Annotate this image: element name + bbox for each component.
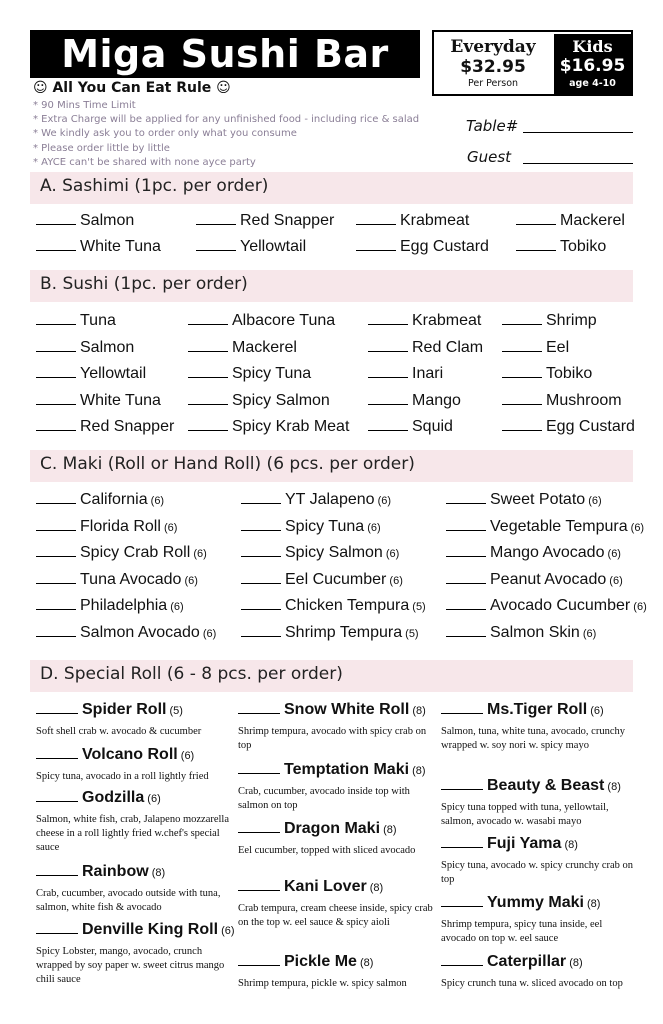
menu-item	[188, 391, 330, 411]
special-roll-description: Spicy crunch tuna w. sliced avocado on top	[441, 978, 623, 989]
special-roll	[441, 700, 636, 753]
menu-item	[356, 237, 489, 257]
menu-item	[368, 391, 461, 411]
special-roll-description: Spicy tuna topped with tuna, yellowtail, salmon, avocado w. wasabi mayo	[441, 802, 609, 827]
menu-item-name: Spicy Salmon	[285, 544, 383, 561]
special-roll	[36, 745, 231, 784]
quantity-blank[interactable]	[502, 313, 542, 325]
menu-item-name: White Tuna	[80, 391, 161, 409]
rule-item: * We kindly ask you to order only what you consume	[33, 128, 297, 140]
menu-item-name: Salmon	[80, 212, 135, 229]
special-roll-name: Dragon Maki	[284, 820, 381, 837]
section-title: B. Sushi (1pc. per order)	[40, 274, 248, 294]
special-roll-name: Fuji Yama	[487, 835, 562, 852]
special-roll-pcs: (8)	[566, 957, 583, 969]
menu-item	[36, 490, 164, 511]
menu-item-name: Mango Avocado	[490, 544, 605, 561]
special-roll-description: Spicy tuna, avocado in a roll lightly fried	[36, 771, 209, 782]
everyday-per: Per Person	[467, 78, 519, 89]
menu-item	[241, 570, 403, 591]
rule-item: * Extra Charge will be applied for any unfinished food - including rice & salad	[33, 114, 420, 126]
menu-item-name: Mushroom	[546, 391, 622, 409]
quantity-blank[interactable]	[238, 702, 280, 714]
special-roll-name: Volcano Roll	[82, 746, 178, 763]
quantity-blank[interactable]	[446, 492, 486, 504]
special-roll	[36, 920, 235, 987]
special-roll-header	[238, 700, 433, 721]
menu-item	[368, 338, 483, 358]
menu-item-name: Shrimp Tempura	[285, 623, 403, 641]
quantity-blank[interactable]	[441, 954, 483, 966]
menu-item	[516, 211, 625, 231]
special-roll-pcs: (8)	[409, 705, 426, 717]
price-box	[432, 30, 633, 96]
special-roll-pcs: (6)	[587, 705, 604, 717]
menu-item-name: Mackerel	[232, 338, 297, 356]
quantity-blank[interactable]	[441, 895, 483, 907]
menu-item-pcs: (6)	[585, 495, 602, 507]
quantity-blank[interactable]	[36, 213, 76, 225]
special-roll	[441, 834, 636, 887]
menu-item-pcs: (6)	[374, 495, 392, 507]
menu-item-name: Avocado Cucumber	[490, 597, 631, 614]
menu-item	[36, 517, 177, 538]
menu-item	[36, 237, 161, 257]
menu-item	[368, 417, 453, 437]
everyday-price: $32.95	[460, 57, 526, 77]
special-roll-pcs: (8)	[561, 839, 578, 851]
special-roll-description: Soft shell crab w. avocado & cucumber	[36, 726, 202, 737]
special-roll	[441, 893, 636, 946]
quantity-blank[interactable]	[446, 572, 486, 584]
menu-item-name: Egg Custard	[400, 238, 489, 255]
menu-item	[446, 543, 621, 564]
section-title: D. Special Roll (6 - 8 pcs. per order)	[40, 664, 343, 684]
menu-item	[502, 311, 597, 331]
special-roll-name: Denville King Roll	[82, 921, 219, 938]
menu-item	[36, 391, 161, 411]
special-roll-description: Shrimp tempura, pickle w. spicy salmon	[238, 978, 407, 989]
menu-item-name: YT Jalapeno	[285, 491, 375, 508]
quantity-blank[interactable]	[36, 864, 78, 876]
quantity-blank[interactable]	[368, 313, 408, 325]
menu-item-pcs: (6)	[147, 495, 165, 507]
menu-item-name: Mackerel	[560, 212, 625, 229]
menu-item-name: Eel	[546, 338, 570, 356]
menu-item	[502, 417, 635, 437]
quantity-blank[interactable]	[36, 790, 78, 802]
menu-item-name: Philadelphia	[80, 597, 168, 614]
special-roll	[441, 776, 636, 829]
section-special	[30, 660, 633, 692]
page-title: Miga Sushi Bar	[30, 30, 420, 78]
kids-price: $16.95	[559, 56, 626, 76]
menu-item-name: Salmon	[80, 338, 135, 356]
quantity-blank[interactable]	[36, 366, 76, 378]
section-sashimi	[30, 172, 633, 204]
menu-item-name: Albacore Tuna	[232, 312, 336, 329]
special-roll	[238, 700, 433, 753]
special-roll-description: Salmon, white fish, crab, Jalapeno mozzarella cheese in a roll lightly fried w.chef's special sauce	[36, 814, 230, 853]
special-roll-pcs: (8)	[409, 765, 426, 777]
menu-item-pcs: (6)	[382, 548, 400, 560]
menu-item-name: Tuna Avocado	[80, 570, 182, 588]
quantity-blank[interactable]	[441, 836, 483, 848]
menu-item	[36, 623, 216, 644]
menu-item	[36, 543, 207, 564]
menu-item-pcs: (5)	[402, 627, 419, 640]
quantity-blank[interactable]	[502, 419, 542, 431]
menu-item-name: Spicy Tuna	[232, 365, 312, 382]
quantity-blank[interactable]	[36, 747, 78, 759]
menu-item-name: Spicy Crab Roll	[80, 544, 191, 561]
quantity-blank[interactable]	[516, 213, 556, 225]
menu-item-name: Tobiko	[546, 365, 593, 382]
menu-item	[368, 311, 481, 331]
section-maki	[30, 450, 633, 482]
menu-item-name: Florida Roll	[80, 517, 161, 535]
quantity-blank[interactable]	[241, 492, 281, 504]
menu-item	[36, 338, 134, 358]
special-roll-name: Caterpillar	[487, 953, 567, 970]
quantity-blank[interactable]	[188, 340, 228, 352]
menu-item-name: Peanut Avocado	[490, 570, 607, 588]
menu-item	[368, 364, 443, 384]
menu-item	[36, 570, 198, 591]
menu-item	[241, 623, 419, 644]
quantity-blank[interactable]	[36, 519, 76, 531]
menu-item	[241, 517, 381, 538]
special-roll-name: Beauty & Beast	[487, 777, 605, 794]
special-roll-description: Salmon, tuna, white tuna, avocado, crunchy wrapped w. soy nori w. spicy mayo	[441, 726, 625, 751]
special-roll	[36, 788, 231, 855]
quantity-blank[interactable]	[36, 393, 76, 405]
menu-item-name: Tuna	[80, 312, 116, 329]
quantity-blank[interactable]	[441, 778, 483, 790]
table-field[interactable]	[523, 132, 633, 133]
menu-item	[196, 237, 306, 257]
quantity-blank[interactable]	[516, 239, 556, 251]
menu-item-name: Spicy Salmon	[232, 391, 330, 409]
menu-item-name: Spicy Tuna	[285, 517, 365, 535]
special-roll-header	[36, 700, 231, 721]
special-roll-name: Godzilla	[82, 789, 145, 806]
quantity-blank[interactable]	[36, 492, 76, 504]
menu-item-pcs: (6)	[386, 574, 403, 587]
special-roll-pcs: (8)	[583, 898, 601, 910]
menu-item-pcs: (6)	[190, 548, 207, 560]
special-roll-pcs: (8)	[366, 882, 384, 894]
menu-item	[502, 338, 569, 358]
quantity-blank[interactable]	[368, 393, 408, 405]
quantity-blank[interactable]	[368, 340, 408, 352]
menu-item-name: Red Clam	[412, 338, 484, 356]
special-roll-pcs: (8)	[604, 781, 621, 793]
menu-item	[188, 311, 335, 331]
guest-label: Guest	[467, 148, 512, 166]
special-roll-header	[238, 760, 433, 781]
quantity-blank[interactable]	[356, 213, 396, 225]
quantity-blank[interactable]	[36, 340, 76, 352]
rules-heading: ☺ All You Can Eat Rule ☺	[33, 80, 231, 96]
menu-item-name: Spicy Krab Meat	[232, 418, 350, 435]
menu-item-name: Vegetable Tempura	[490, 517, 628, 535]
menu-item-name: Shrimp	[546, 312, 597, 329]
special-roll-name: Snow White Roll	[284, 701, 410, 718]
menu-item	[502, 364, 592, 384]
menu-item	[516, 237, 606, 257]
quantity-blank[interactable]	[36, 625, 76, 637]
menu-item	[502, 391, 622, 411]
menu-item	[446, 490, 602, 511]
quantity-blank[interactable]	[502, 366, 542, 378]
quantity-blank[interactable]	[188, 313, 228, 325]
quantity-blank[interactable]	[188, 393, 228, 405]
quantity-blank[interactable]	[238, 762, 280, 774]
special-roll-header	[441, 700, 636, 721]
special-roll-header	[36, 745, 231, 766]
rules-list	[33, 99, 473, 170]
special-roll-header	[238, 819, 433, 840]
kids-label: Kids	[572, 37, 613, 56]
special-roll-header	[36, 920, 235, 941]
special-roll-description: Shrimp tempura, avocado with spicy crab on top	[238, 726, 427, 751]
special-roll-name: Pickle Me	[284, 953, 357, 970]
special-roll-pcs: (6)	[218, 925, 235, 937]
quantity-blank[interactable]	[196, 239, 236, 251]
menu-item-pcs: (6)	[630, 601, 647, 613]
menu-item-pcs: (6)	[364, 521, 381, 534]
menu-item-name: Krabmeat	[400, 212, 470, 229]
quantity-blank[interactable]	[188, 366, 228, 378]
special-roll	[36, 862, 231, 915]
special-roll-pcs: (5)	[166, 705, 183, 717]
quantity-blank[interactable]	[446, 598, 486, 610]
menu-item-name: Sweet Potato	[490, 491, 586, 508]
special-roll-pcs: (8)	[356, 957, 374, 969]
special-roll-name: Yummy Maki	[487, 894, 584, 911]
quantity-blank[interactable]	[238, 879, 280, 891]
quantity-blank[interactable]	[446, 625, 486, 637]
special-roll-description: Spicy tuna, avocado w. spicy crunchy crab on top	[441, 860, 634, 885]
rule-item: * Please order little by little	[33, 142, 170, 154]
menu-item-name: Mango	[412, 391, 461, 409]
quantity-blank[interactable]	[36, 702, 78, 714]
special-roll-header	[441, 893, 636, 914]
menu-item-name: Yellowtail	[80, 365, 147, 382]
quantity-blank[interactable]	[36, 545, 76, 557]
menu-item	[446, 623, 596, 644]
guest-field[interactable]	[523, 163, 633, 164]
quantity-blank[interactable]	[36, 239, 76, 251]
menu-item-name: California	[80, 491, 148, 508]
special-roll-name: Temptation Maki	[284, 761, 410, 778]
menu-item-pcs: (6)	[606, 574, 623, 587]
menu-item-pcs: (6)	[627, 521, 645, 534]
special-roll-name: Kani Lover	[284, 878, 367, 895]
special-roll-header	[238, 877, 433, 898]
menu-item-pcs: (5)	[409, 601, 426, 613]
quantity-blank[interactable]	[446, 519, 486, 531]
quantity-blank[interactable]	[502, 393, 542, 405]
menu-item	[241, 596, 426, 617]
quantity-blank[interactable]	[446, 545, 486, 557]
special-roll-header	[441, 834, 636, 855]
menu-item	[188, 364, 311, 384]
special-roll	[238, 952, 433, 991]
special-roll-description: Crab tempura, cream cheese inside, spicy crab on the top w. eel sauce & spicy aioli	[238, 903, 433, 928]
menu-item	[36, 596, 184, 617]
section-sushi	[30, 270, 633, 302]
menu-item-pcs: (6)	[167, 601, 184, 613]
menu-item	[36, 311, 116, 331]
menu-item-pcs: (6)	[181, 574, 198, 587]
menu-item	[446, 570, 623, 591]
menu-item-pcs: (6)	[579, 627, 597, 640]
section-title: A. Sashimi (1pc. per order)	[40, 176, 269, 196]
special-roll-name: Ms.Tiger Roll	[487, 701, 588, 718]
quantity-blank[interactable]	[368, 419, 408, 431]
quantity-blank[interactable]	[238, 954, 280, 966]
everyday-label: Everyday	[450, 37, 536, 57]
menu-item-name: Red Snapper	[240, 212, 335, 229]
menu-item-name: Chicken Tempura	[285, 597, 410, 614]
quantity-blank[interactable]	[241, 519, 281, 531]
quantity-blank[interactable]	[36, 598, 76, 610]
quantity-blank[interactable]	[188, 419, 228, 431]
quantity-blank[interactable]	[241, 625, 281, 637]
menu-item-name: Red Snapper	[80, 418, 175, 435]
rule-item: * 90 Mins Time Limit	[33, 100, 136, 111]
quantity-blank[interactable]	[356, 239, 396, 251]
special-roll-header	[36, 862, 231, 883]
special-roll	[238, 819, 433, 858]
menu-item-name: Krabmeat	[412, 312, 482, 329]
quantity-blank[interactable]	[441, 702, 483, 714]
quantity-blank[interactable]	[241, 572, 281, 584]
quantity-blank[interactable]	[36, 572, 76, 584]
special-roll-pcs: (6)	[177, 750, 195, 762]
menu-item	[188, 338, 297, 358]
special-roll-pcs: (8)	[380, 824, 397, 836]
quantity-blank[interactable]	[241, 598, 281, 610]
menu-item	[356, 211, 469, 231]
quantity-blank[interactable]	[502, 340, 542, 352]
special-roll-header	[238, 952, 433, 973]
menu-item-name: Yellowtail	[240, 238, 307, 255]
menu-item	[196, 211, 334, 231]
menu-item-name: Salmon Avocado	[80, 623, 200, 641]
table-label: Table#	[466, 117, 519, 135]
quantity-blank[interactable]	[368, 366, 408, 378]
menu-item-name: Egg Custard	[546, 418, 635, 435]
menu-item-name: Squid	[412, 418, 453, 435]
menu-item-pcs: (6)	[160, 521, 178, 534]
special-roll-pcs: (6)	[144, 793, 161, 805]
special-roll-name: Rainbow	[82, 863, 149, 880]
special-roll-description: Spicy Lobster, mango, avocado, crunch wrapped by soy paper w. sweet citrus mango chili sauce	[36, 946, 225, 985]
special-roll-header	[441, 952, 636, 973]
special-roll-description: Crab, cucumber, avocado outside with tuna, salmon, white fish & avocado	[36, 888, 221, 913]
menu-item	[446, 517, 644, 538]
menu-item	[36, 364, 146, 384]
rule-item: * AYCE can't be shared with none ayce party	[33, 156, 256, 168]
quantity-blank[interactable]	[241, 545, 281, 557]
menu-item-name: White Tuna	[80, 238, 161, 255]
section-title: C. Maki (Roll or Hand Roll) (6 pcs. per order)	[40, 454, 415, 474]
quantity-blank[interactable]	[36, 313, 76, 325]
special-roll-description: Shrimp tempura, spicy tuna inside, eel avocado on top w. eel sauce	[441, 919, 603, 944]
quantity-blank[interactable]	[238, 821, 280, 833]
special-roll	[36, 700, 231, 739]
menu-item-pcs: (6)	[199, 627, 217, 640]
special-roll-description: Crab, cucumber, avocado inside top with salmon on top	[238, 786, 410, 811]
menu-item-name: Tobiko	[560, 238, 607, 255]
kids-age: age 4-10	[569, 78, 616, 89]
special-roll	[238, 760, 433, 813]
menu-item-pcs: (6)	[604, 548, 621, 560]
special-roll-name: Spider Roll	[82, 701, 167, 718]
menu-item-name: Eel Cucumber	[285, 570, 387, 588]
menu-item	[188, 417, 349, 437]
menu-item-name: Inari	[412, 365, 444, 382]
menu-item	[241, 543, 399, 564]
special-roll-header	[36, 788, 231, 809]
kids-price-panel	[554, 34, 631, 94]
special-roll-pcs: (8)	[148, 867, 166, 879]
quantity-blank[interactable]	[196, 213, 236, 225]
menu-item	[36, 417, 174, 437]
quantity-blank[interactable]	[36, 419, 76, 431]
menu-item	[36, 211, 134, 231]
special-roll	[238, 877, 433, 930]
special-roll-header	[441, 776, 636, 797]
everyday-price-panel	[436, 34, 550, 94]
special-roll	[441, 952, 636, 991]
menu-item	[241, 490, 391, 511]
quantity-blank[interactable]	[36, 922, 78, 934]
special-roll-description: Eel cucumber, topped with sliced avocado	[238, 845, 416, 856]
menu-item-name: Salmon Skin	[490, 623, 580, 641]
menu-item	[446, 596, 647, 617]
